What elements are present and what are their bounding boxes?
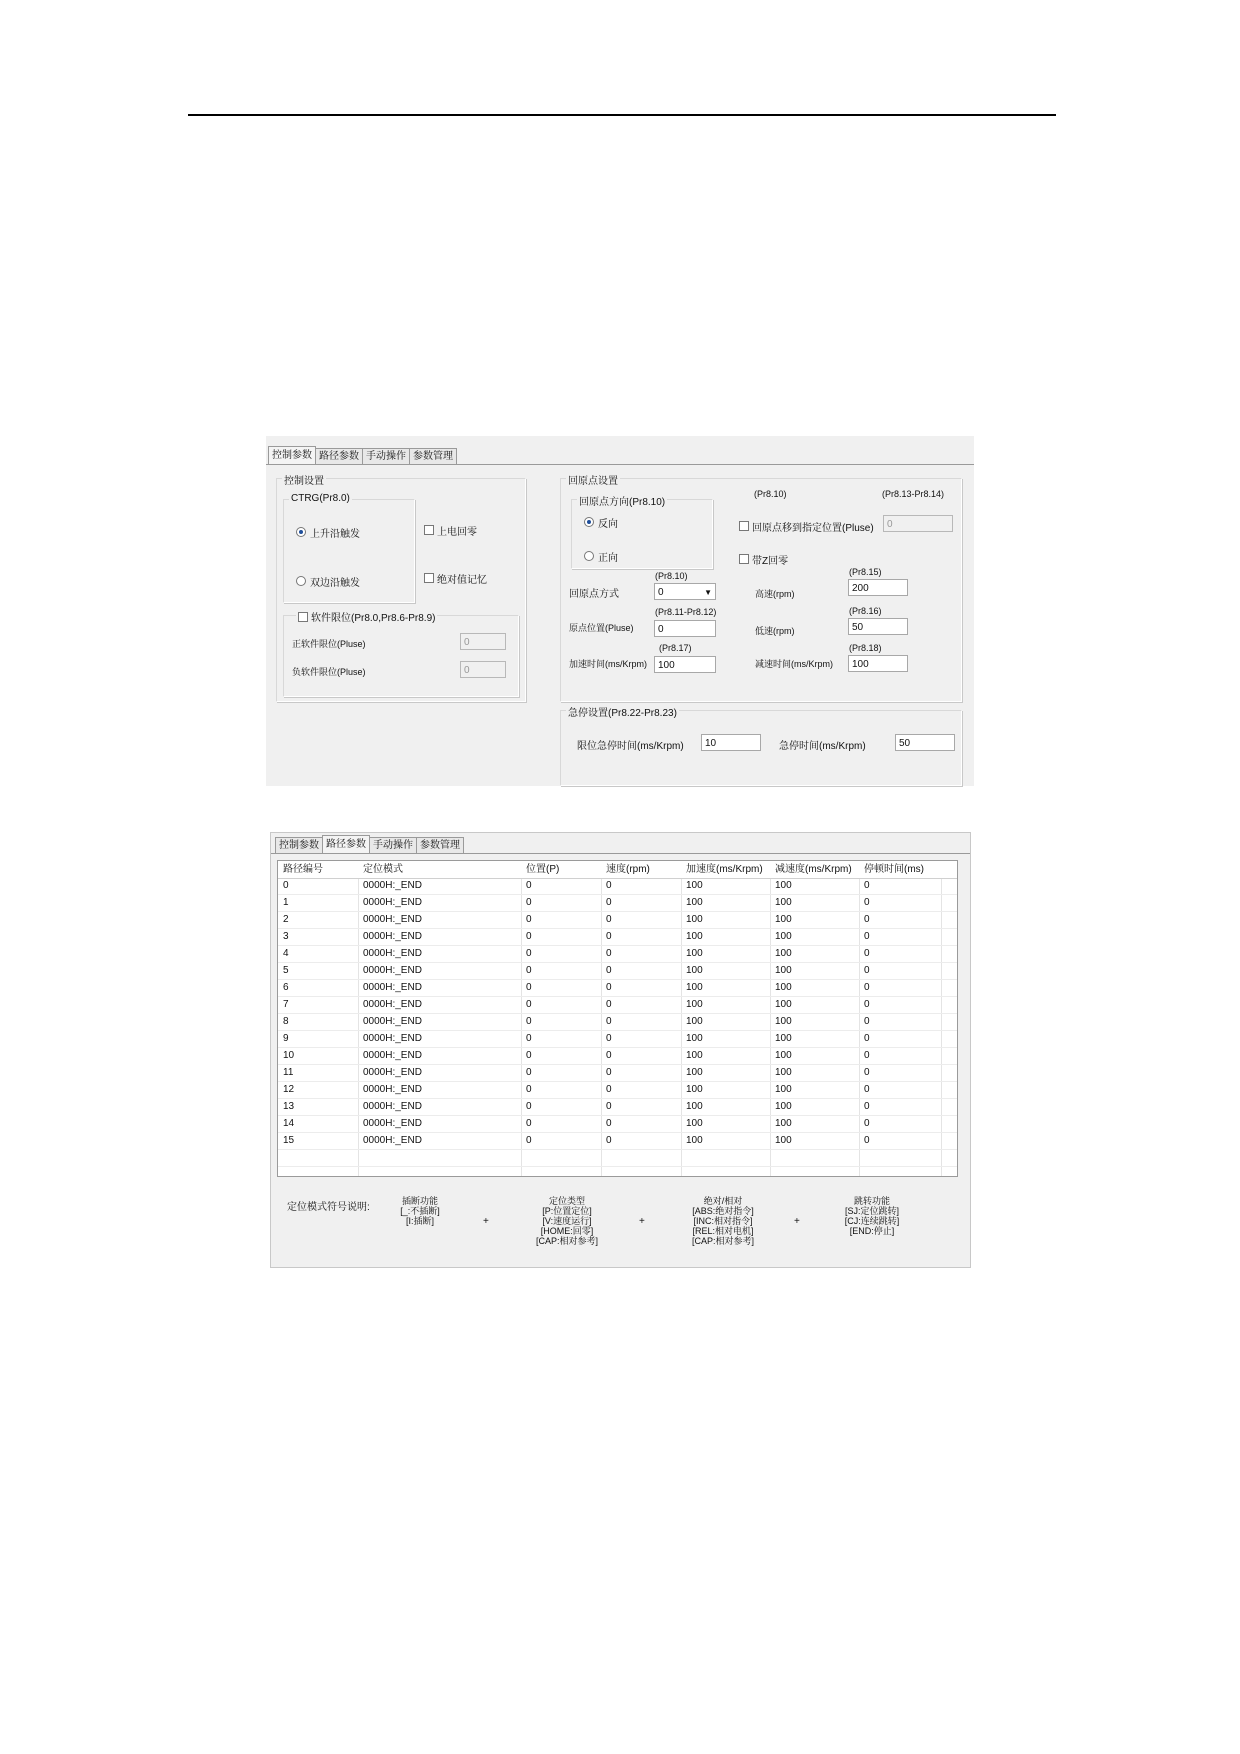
legend-plus: + xyxy=(639,1216,645,1227)
legend-line: [V:速度运行] xyxy=(542,1216,592,1226)
cell-position[interactable]: 0 xyxy=(526,931,532,942)
cell-accel[interactable]: 100 xyxy=(686,1067,703,1078)
cell-decel[interactable]: 100 xyxy=(775,880,792,891)
cell-accel[interactable]: 100 xyxy=(686,1135,703,1146)
cell-position[interactable]: 0 xyxy=(526,1067,532,1078)
cell-dwell[interactable]: 0 xyxy=(864,1067,870,1078)
home-mode-label: 回原点方式 xyxy=(569,589,619,600)
cell-speed[interactable]: 0 xyxy=(606,999,612,1010)
cell-dwell[interactable]: 0 xyxy=(864,982,870,993)
cell-position[interactable]: 0 xyxy=(526,880,532,891)
col-speed[interactable]: 速度(rpm) xyxy=(606,864,650,875)
cell-accel[interactable]: 100 xyxy=(686,897,703,908)
cell-dwell[interactable]: 0 xyxy=(864,948,870,959)
low-speed-input[interactable]: 50 xyxy=(848,618,908,635)
home-move-to-pos-label: 回原点移到指定位置(Pluse) xyxy=(752,523,874,534)
radio-home-reverse-label: 反向 xyxy=(598,519,618,530)
cell-accel[interactable]: 100 xyxy=(686,1084,703,1095)
cell-speed[interactable]: 0 xyxy=(606,948,612,959)
estop-time-input[interactable]: 50 xyxy=(895,734,955,751)
legend-line: 绝对/相对 xyxy=(703,1196,743,1206)
cell-decel[interactable]: 100 xyxy=(775,1067,792,1078)
cell-speed[interactable]: 0 xyxy=(606,880,612,891)
legend-line: [CJ:连续跳转] xyxy=(844,1216,900,1226)
cell-accel[interactable]: 100 xyxy=(686,1050,703,1061)
control-settings-title: 控制设置 xyxy=(282,472,326,487)
cell-path-no[interactable]: 7 xyxy=(283,999,289,1010)
abs-memory-checkbox[interactable] xyxy=(424,573,434,583)
table-header xyxy=(278,861,957,879)
home-move-pos-input[interactable]: 0 xyxy=(883,515,953,532)
legend-line: [SJ:定位跳转] xyxy=(844,1206,899,1216)
cell-mode[interactable]: 0000H:_END xyxy=(363,1067,422,1078)
cell-dwell[interactable]: 0 xyxy=(864,1033,870,1044)
tab-manual-operation[interactable]: 手动操作 xyxy=(369,837,417,854)
tab-divider xyxy=(271,853,970,854)
table-row[interactable] xyxy=(278,1065,957,1082)
cell-mode[interactable]: 0000H:_END xyxy=(363,897,422,908)
legend-plus: + xyxy=(483,1216,489,1227)
high-speed-input[interactable]: 200 xyxy=(848,579,908,596)
decel-time-tag: (Pr8.18) xyxy=(849,643,882,653)
legend-abs-rel xyxy=(675,1196,771,1246)
power-on-home-checkbox[interactable] xyxy=(424,525,434,535)
cell-decel[interactable]: 100 xyxy=(775,982,792,993)
origin-pos-input[interactable]: 0 xyxy=(654,620,716,637)
limit-stop-time-input[interactable]: 10 xyxy=(701,734,761,751)
legend-position-type xyxy=(522,1196,612,1246)
cell-speed[interactable]: 0 xyxy=(606,1118,612,1129)
cell-decel[interactable]: 100 xyxy=(775,1084,792,1095)
cell-mode[interactable]: 0000H:_END xyxy=(363,1016,422,1027)
table-row-empty[interactable] xyxy=(278,1150,957,1167)
limit-stop-time-label: 限位急停时间(ms/Krpm) xyxy=(577,741,684,752)
table-body xyxy=(278,878,957,1177)
legend-line: [CAP:相对参考] xyxy=(691,1236,754,1246)
legend-line: [END:停止] xyxy=(849,1226,895,1236)
cell-position[interactable]: 0 xyxy=(526,897,532,908)
cell-position[interactable]: 0 xyxy=(526,1084,532,1095)
cell-speed[interactable]: 0 xyxy=(606,1084,612,1095)
tab-control-params[interactable]: 控制参数 xyxy=(268,446,316,465)
legend-line: [INC:相对指令] xyxy=(693,1216,753,1226)
cell-position[interactable]: 0 xyxy=(526,1135,532,1146)
tab-bar xyxy=(275,835,463,853)
cell-dwell[interactable]: 0 xyxy=(864,897,870,908)
soft-limit-title: 软件限位(Pr8.0,Pr8.6-Pr8.9) xyxy=(311,613,436,624)
high-speed-label: 高速(rpm) xyxy=(755,589,795,599)
cell-path-no[interactable]: 15 xyxy=(283,1135,295,1146)
decel-time-label: 减速时间(ms/Krpm) xyxy=(755,659,833,669)
accel-time-label: 加速时间(ms/Krpm) xyxy=(569,659,647,669)
control-params-window xyxy=(266,436,974,786)
cell-position[interactable]: 0 xyxy=(526,1118,532,1129)
cell-dwell[interactable]: 0 xyxy=(864,1050,870,1061)
accel-time-tag: (Pr8.17) xyxy=(659,643,692,653)
table-row[interactable] xyxy=(278,1031,957,1048)
cell-path-no[interactable]: 13 xyxy=(283,1101,295,1112)
origin-pos-tag: (Pr8.11-Pr8.12) xyxy=(655,607,717,617)
cell-speed[interactable]: 0 xyxy=(606,931,612,942)
legend-jump xyxy=(830,1196,914,1236)
high-speed-tag: (Pr8.15) xyxy=(849,567,882,577)
radio-rising-edge[interactable] xyxy=(296,527,306,537)
pr813-tag: (Pr8.13-Pr8.14) xyxy=(882,489,945,499)
ctrg-group xyxy=(283,493,415,603)
cell-position[interactable]: 0 xyxy=(526,965,532,976)
low-speed-tag: (Pr8.16) xyxy=(849,606,882,616)
cell-decel[interactable]: 100 xyxy=(775,1101,792,1112)
cell-mode[interactable]: 0000H:_END xyxy=(363,1101,422,1112)
low-speed-label: 低速(rpm) xyxy=(755,626,795,636)
tab-divider xyxy=(266,464,974,465)
cell-position[interactable]: 0 xyxy=(526,999,532,1010)
path-table[interactable] xyxy=(277,860,958,1177)
cell-accel[interactable]: 100 xyxy=(686,1118,703,1129)
radio-home-forward-label: 正向 xyxy=(598,553,618,564)
table-row[interactable] xyxy=(278,997,957,1014)
lower-soft-limit-input[interactable]: 0 xyxy=(460,661,506,678)
cell-path-no[interactable]: 0 xyxy=(283,880,289,891)
table-row[interactable] xyxy=(278,929,957,946)
cell-accel[interactable]: 100 xyxy=(686,914,703,925)
cell-path-no[interactable]: 4 xyxy=(283,948,289,959)
cell-accel[interactable]: 100 xyxy=(686,880,703,891)
cell-mode[interactable]: 0000H:_END xyxy=(363,982,422,993)
legend-line: [CAP:相对参考] xyxy=(535,1236,598,1246)
legend-line: 定位类型 xyxy=(548,1196,585,1206)
pr810-tag: (Pr8.10) xyxy=(754,489,787,499)
cell-mode[interactable]: 0000H:_END xyxy=(363,1135,422,1146)
cell-path-no[interactable]: 12 xyxy=(283,1084,295,1095)
cell-decel[interactable]: 100 xyxy=(775,931,792,942)
page-top-rule xyxy=(188,114,1056,116)
radio-both-edges[interactable] xyxy=(296,576,306,586)
cell-accel[interactable]: 100 xyxy=(686,1016,703,1027)
cell-position[interactable]: 0 xyxy=(526,914,532,925)
cell-speed[interactable]: 0 xyxy=(606,965,612,976)
estop-settings-group xyxy=(560,710,962,786)
cell-path-no[interactable]: 8 xyxy=(283,1016,289,1027)
home-move-to-pos-checkbox[interactable] xyxy=(739,521,749,531)
radio-rising-edge-label: 上升沿触发 xyxy=(310,529,360,540)
cell-decel[interactable]: 100 xyxy=(775,914,792,925)
cell-dwell[interactable]: 0 xyxy=(864,965,870,976)
cell-accel[interactable]: 100 xyxy=(686,982,703,993)
legend-line: [REL:相对电机] xyxy=(692,1226,754,1236)
col-decel[interactable]: 减速度(ms/Krpm) xyxy=(775,864,852,875)
z-home-label: 带Z回零 xyxy=(752,556,789,567)
cell-speed[interactable]: 0 xyxy=(606,1135,612,1146)
cell-path-no[interactable]: 5 xyxy=(283,965,289,976)
upper-soft-limit-input[interactable]: 0 xyxy=(460,633,506,650)
ctrg-title: CTRG(Pr8.0) xyxy=(291,493,350,504)
soft-limit-checkbox[interactable] xyxy=(298,612,308,622)
cell-position[interactable]: 0 xyxy=(526,1033,532,1044)
cell-speed[interactable]: 0 xyxy=(606,1033,612,1044)
cell-mode[interactable]: 0000H:_END xyxy=(363,965,422,976)
legend-line: [P:位置定位] xyxy=(542,1206,592,1216)
mode-legend xyxy=(277,1176,956,1264)
cell-speed[interactable]: 0 xyxy=(606,1016,612,1027)
home-direction-title: 回原点方向(Pr8.10) xyxy=(577,493,667,508)
cell-accel[interactable]: 100 xyxy=(686,1101,703,1112)
cell-path-no[interactable]: 6 xyxy=(283,982,289,993)
cell-mode[interactable]: 0000H:_END xyxy=(363,948,422,959)
estop-time-label: 急停时间(ms/Krpm) xyxy=(779,741,866,752)
cell-path-no[interactable]: 1 xyxy=(283,897,289,908)
cell-mode[interactable]: 0000H:_END xyxy=(363,1033,422,1044)
cell-dwell[interactable]: 0 xyxy=(864,999,870,1010)
tab-param-management[interactable]: 参数管理 xyxy=(416,837,464,854)
cell-decel[interactable]: 100 xyxy=(775,1033,792,1044)
upper-soft-limit-label: 正软件限位(Pluse) xyxy=(292,639,366,649)
cell-mode[interactable]: 0000H:_END xyxy=(363,1118,422,1129)
power-on-home-label: 上电回零 xyxy=(437,527,477,538)
cell-dwell[interactable]: 0 xyxy=(864,931,870,942)
cell-position[interactable]: 0 xyxy=(526,1101,532,1112)
legend-plus: + xyxy=(794,1216,800,1227)
legend-header: 定位模式符号说明: xyxy=(287,1202,370,1213)
tab-manual-operation[interactable]: 手动操作 xyxy=(362,448,410,465)
legend-interrupt xyxy=(385,1196,455,1226)
tab-param-management[interactable]: 参数管理 xyxy=(409,448,457,465)
cell-accel[interactable]: 100 xyxy=(686,965,703,976)
cell-dwell[interactable]: 0 xyxy=(864,1135,870,1146)
cell-mode[interactable]: 0000H:_END xyxy=(363,1084,422,1095)
cell-path-no[interactable]: 11 xyxy=(283,1067,294,1078)
cell-mode[interactable]: 0000H:_END xyxy=(363,880,422,891)
control-settings-group xyxy=(276,478,526,702)
cell-dwell[interactable]: 0 xyxy=(864,880,870,891)
cell-dwell[interactable]: 0 xyxy=(864,1101,870,1112)
radio-home-forward[interactable] xyxy=(584,551,594,561)
cell-decel[interactable]: 100 xyxy=(775,897,792,908)
home-mode-value: 0 xyxy=(658,587,664,598)
cell-mode[interactable]: 0000H:_END xyxy=(363,1050,422,1061)
cell-decel[interactable]: 100 xyxy=(775,1050,792,1061)
tab-bar xyxy=(268,446,456,464)
estop-settings-title: 急停设置(Pr8.22-Pr8.23) xyxy=(566,704,679,719)
path-params-window xyxy=(270,832,971,1268)
cell-position[interactable]: 0 xyxy=(526,1016,532,1027)
legend-line: 跳转功能 xyxy=(853,1196,890,1206)
cell-speed[interactable]: 0 xyxy=(606,897,612,908)
soft-limit-group xyxy=(283,615,519,697)
tab-path-params[interactable]: 路径参数 xyxy=(322,835,370,854)
legend-line: [I:插断] xyxy=(405,1216,434,1226)
cell-mode[interactable]: 0000H:_END xyxy=(363,914,422,925)
cell-accel[interactable]: 100 xyxy=(686,931,703,942)
cell-path-no[interactable]: 9 xyxy=(283,1033,289,1044)
cell-decel[interactable]: 100 xyxy=(775,1118,792,1129)
cell-speed[interactable]: 0 xyxy=(606,982,612,993)
table-row[interactable] xyxy=(278,1116,957,1133)
home-mode-select[interactable] xyxy=(654,583,716,600)
cell-position[interactable]: 0 xyxy=(526,982,532,993)
home-mode-tag: (Pr8.10) xyxy=(655,571,688,581)
cell-accel[interactable]: 100 xyxy=(686,999,703,1010)
col-dwell[interactable]: 停顿时间(ms) xyxy=(864,864,924,875)
cell-path-no[interactable]: 3 xyxy=(283,931,289,942)
col-mode[interactable]: 定位模式 xyxy=(363,864,403,875)
table-row[interactable] xyxy=(278,963,957,980)
chevron-down-icon: ▼ xyxy=(704,588,712,597)
col-accel[interactable]: 加速度(ms/Krpm) xyxy=(686,864,763,875)
cell-speed[interactable]: 0 xyxy=(606,914,612,925)
table-row[interactable] xyxy=(278,878,957,895)
cell-decel[interactable]: 100 xyxy=(775,965,792,976)
col-position[interactable]: 位置(P) xyxy=(526,864,560,875)
z-home-checkbox[interactable] xyxy=(739,554,749,564)
cell-position[interactable]: 0 xyxy=(526,1050,532,1061)
cell-path-no[interactable]: 2 xyxy=(283,914,289,925)
home-settings-group xyxy=(560,478,962,702)
cell-dwell[interactable]: 0 xyxy=(864,1016,870,1027)
home-settings-title: 回原点设置 xyxy=(566,472,620,487)
cell-decel[interactable]: 100 xyxy=(775,948,792,959)
legend-line: [_:不插断] xyxy=(400,1206,440,1216)
table-row[interactable] xyxy=(278,980,957,997)
cell-speed[interactable]: 0 xyxy=(606,1050,612,1061)
cell-decel[interactable]: 100 xyxy=(775,1016,792,1027)
cell-speed[interactable]: 0 xyxy=(606,1101,612,1112)
radio-both-edges-label: 双边沿触发 xyxy=(310,578,360,589)
cell-accel[interactable]: 100 xyxy=(686,948,703,959)
cell-dwell[interactable]: 0 xyxy=(864,914,870,925)
legend-line: 插断功能 xyxy=(401,1196,438,1206)
radio-home-reverse[interactable] xyxy=(584,517,594,527)
lower-soft-limit-label: 负软件限位(Pluse) xyxy=(292,667,366,677)
cell-path-no[interactable]: 14 xyxy=(283,1118,295,1129)
home-direction-group xyxy=(571,499,713,569)
table-row[interactable] xyxy=(278,895,957,912)
soft-limit-title-wrap xyxy=(296,609,437,624)
table-row[interactable] xyxy=(278,1014,957,1031)
origin-pos-label: 原点位置(Pluse) xyxy=(569,623,634,633)
table-row[interactable] xyxy=(278,1048,957,1065)
table-row[interactable] xyxy=(278,1099,957,1116)
decel-time-input[interactable]: 100 xyxy=(848,655,908,672)
accel-time-input[interactable]: 100 xyxy=(654,656,716,673)
cell-mode[interactable]: 0000H:_END xyxy=(363,999,422,1010)
cell-mode[interactable]: 0000H:_END xyxy=(363,931,422,942)
cell-position[interactable]: 0 xyxy=(526,948,532,959)
cell-path-no[interactable]: 10 xyxy=(283,1050,295,1061)
tab-path-params[interactable]: 路径参数 xyxy=(315,448,363,465)
cell-decel[interactable]: 100 xyxy=(775,1135,792,1146)
cell-speed[interactable]: 0 xyxy=(606,1067,612,1078)
table-row[interactable] xyxy=(278,1133,957,1150)
cell-dwell[interactable]: 0 xyxy=(864,1118,870,1129)
table-row[interactable] xyxy=(278,912,957,929)
table-row[interactable] xyxy=(278,1082,957,1099)
tab-control-params[interactable]: 控制参数 xyxy=(275,837,323,854)
cell-decel[interactable]: 100 xyxy=(775,999,792,1010)
legend-line: [ABS:绝对指令] xyxy=(692,1206,754,1216)
cell-accel[interactable]: 100 xyxy=(686,1033,703,1044)
legend-line: [HOME:回零] xyxy=(540,1226,594,1236)
cell-dwell[interactable]: 0 xyxy=(864,1084,870,1095)
table-row[interactable] xyxy=(278,946,957,963)
col-path-no[interactable]: 路径编号 xyxy=(283,864,323,875)
abs-memory-label: 绝对值记忆 xyxy=(437,575,487,586)
